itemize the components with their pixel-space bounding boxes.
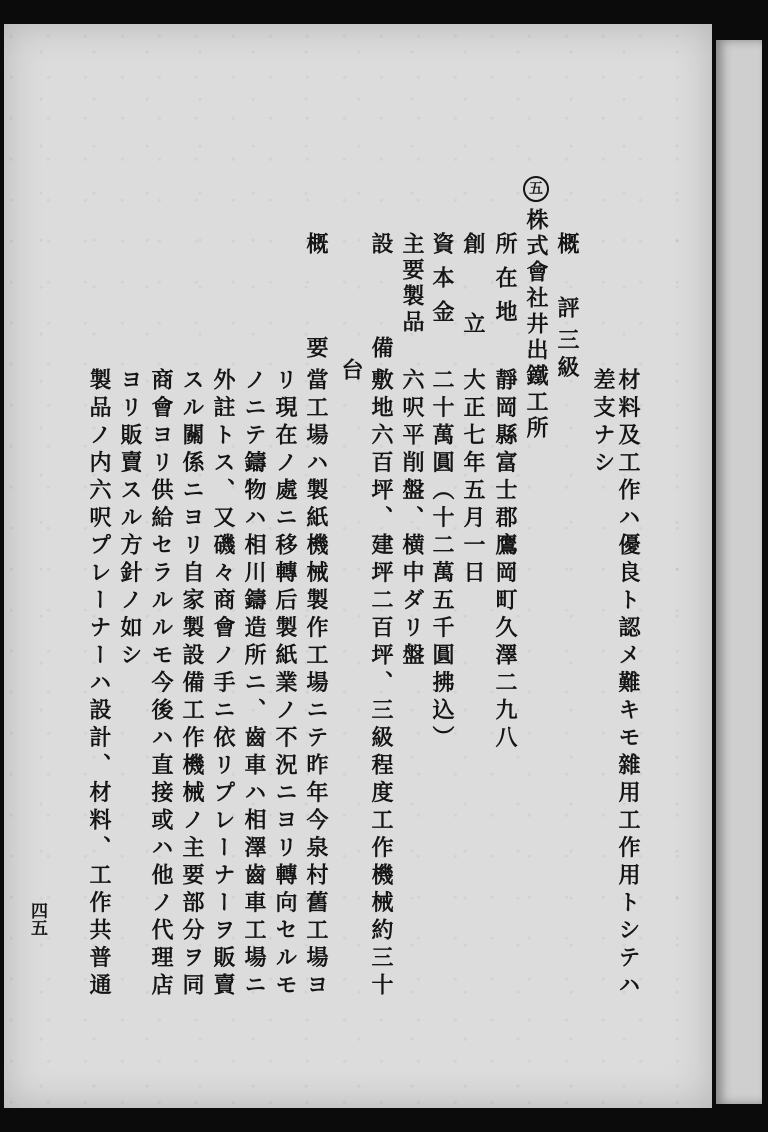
- address-label: 所在地: [492, 232, 518, 334]
- capital-label: 資本金: [429, 232, 455, 334]
- text-column-2: 差支ナシ: [590, 368, 616, 478]
- overview-line-2: リ現在ノ處ニ移轉后製紙業ノ不況ニヨリ轉向セルモ: [272, 368, 298, 1001]
- products-label: 主要製品: [399, 232, 425, 336]
- rating-value: 三級: [554, 328, 580, 383]
- overview-line-5: スル關係ニヨリ自家製設備工作機械ノ主要部分ヲ同: [179, 368, 205, 1001]
- equipment-value: 敷地六百坪、建坪二百坪、三級程度工作機械約三十: [368, 368, 394, 1001]
- company-mark: 五: [523, 176, 549, 202]
- rating-label: 概 評: [554, 232, 580, 328]
- founded-label: 創 立: [460, 232, 486, 352]
- document-page: [4, 24, 712, 1108]
- overview-line-8: 製品ノ内六呎プレーナーハ設計、材料、工作共普通: [86, 368, 112, 1001]
- address-value: 靜岡縣富士郡鷹岡町久澤二九八: [492, 368, 518, 753]
- products-value: 六呎平削盤、横中ダリ盤: [399, 368, 425, 671]
- page-number: 四五: [27, 902, 47, 936]
- adjacent-page-edge: [716, 40, 762, 1104]
- text-column-1: 材料及工作ハ優良ト認メ難キモ雜用工作用トシテハ: [615, 368, 641, 1001]
- equipment-continued: 台: [338, 358, 364, 386]
- overview-line-1: 當工場ハ製紙機械製作工場ニテ昨年今泉村舊工場ヨ: [303, 368, 329, 1001]
- founded-value: 大正七年五月一日: [460, 368, 486, 588]
- overview-line-6: 商會ヨリ供給セラルルモ今後ハ直接或ハ他ノ代理店: [148, 368, 174, 1001]
- overview-line-3: ノニテ鑄物ハ相川鑄造所ニ、齒車ハ相澤齒車工場ニ: [241, 368, 267, 1001]
- overview-line-4: 外註トス、又磯々商會ノ手ニ依リプレーナーヲ販賣: [210, 368, 236, 1001]
- overview-line-7: ヨリ販賣スル方針ノ如シ: [117, 368, 143, 671]
- overview-label: 概 要: [303, 232, 329, 388]
- company-name: 株式會社井出鐵工所: [523, 208, 549, 442]
- equipment-label: 設 備: [368, 232, 394, 388]
- capital-value: 二十萬圓（十二萬五千圓拂込）: [429, 368, 455, 753]
